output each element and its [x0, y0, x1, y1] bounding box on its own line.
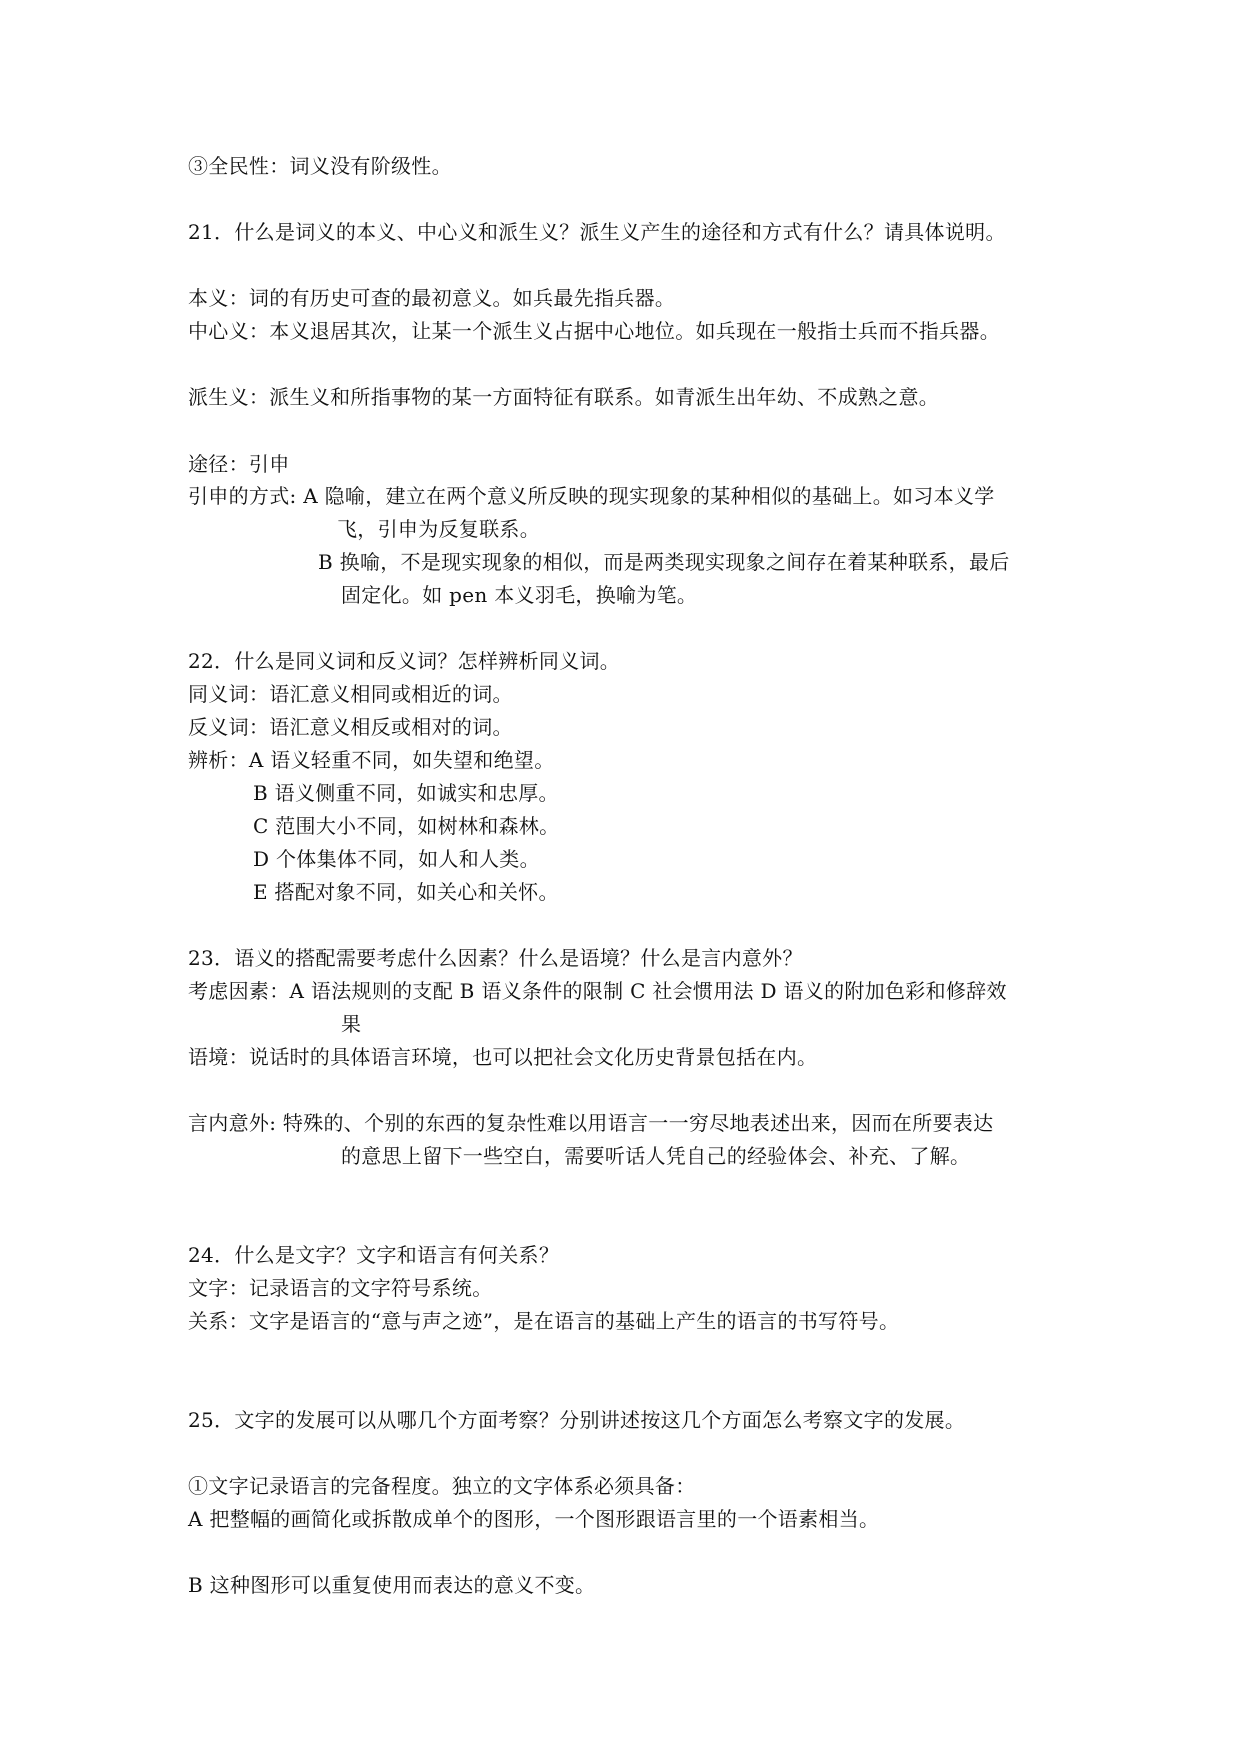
question-21: 21．什么是词义的本义、中心义和派生义？派生义产生的途径和方式有什么？请具体说明。 [188, 220, 1006, 244]
text-line-continued: 飞，引申为反复联系。 [337, 517, 540, 541]
text-line: 派生义：派生义和所指事物的某一方面特征有联系。如青派生出年幼、不成熟之意。 [188, 385, 940, 409]
question-25: 25．文字的发展可以从哪几个方面考察？分别讲述按这几个方面怎么考察文字的发展。 [188, 1408, 966, 1432]
text-line: 途径：引申 [188, 452, 290, 476]
list-item: E 搭配对象不同，如关心和关怀。 [253, 880, 559, 904]
text-line-continued: 的意思上留下一些空白，需要听话人凭自己的经验体会、补充、了解。 [341, 1144, 971, 1168]
text-line: 考虑因素：A 语法规则的支配 B 语义条件的限制 C 社会惯用法 D 语义的附加色彩和修辞效 [188, 979, 1007, 1003]
text-line: B 这种图形可以重复使用而表达的意义不变。 [188, 1573, 596, 1597]
list-item: C 范围大小不同，如树林和森林。 [253, 814, 560, 838]
text-line: 辨析：A 语义轻重不同，如失望和绝望。 [188, 748, 555, 772]
text-line: 文字：记录语言的文字符号系统。 [188, 1276, 493, 1300]
text-line: 语境：说话时的具体语言环境，也可以把社会文化历史背景包括在内。 [188, 1045, 818, 1069]
list-item: B 语义侧重不同，如诚实和忠厚。 [253, 781, 559, 805]
text-line-continued: 果 [341, 1012, 362, 1036]
text-line: 本义：词的有历史可查的最初意义。如兵最先指兵器。 [188, 286, 676, 310]
question-24: 24．什么是文字？文字和语言有何关系？ [188, 1243, 560, 1267]
text-line: ③全民性：词义没有阶级性。 [188, 154, 452, 178]
text-line: 同义词：语汇意义相同或相近的词。 [188, 682, 513, 706]
text-line: 反义词：语汇意义相反或相对的词。 [188, 715, 513, 739]
text-line: 关系：文字是语言的“意与声之迹”，是在语言的基础上产生的语言的书写符号。 [188, 1309, 900, 1333]
text-line: 中心义：本义退居其次，让某一个派生义占据中心地位。如兵现在一般指士兵而不指兵器。 [188, 319, 1000, 343]
text-line: B 换喻，不是现实现象的相似，而是两类现实现象之间存在着某种联系，最后 [318, 550, 1010, 574]
text-line: A 把整幅的画简化或拆散成单个的图形，一个图形跟语言里的一个语素相当。 [188, 1507, 880, 1531]
text-line: 言内意外: 特殊的、个别的东西的复杂性难以用语言一一穷尽地表述出来，因而在所要表达 [188, 1111, 994, 1135]
text-line: 引申的方式: A 隐喻，建立在两个意义所反映的现实现象的某种相似的基础上。如习本义学 [188, 484, 995, 508]
question-23: 23．语义的搭配需要考虑什么因素？什么是语境？什么是言内意外？ [188, 946, 803, 970]
question-22: 22．什么是同义词和反义词？怎样辨析同义词。 [188, 649, 621, 673]
text-line-continued: 固定化。如 pen 本义羽毛，换喻为笔。 [341, 583, 698, 607]
list-item: D 个体集体不同，如人和人类。 [253, 847, 540, 871]
text-line: ①文字记录语言的完备程度。独立的文字体系必须具备： [188, 1474, 696, 1498]
